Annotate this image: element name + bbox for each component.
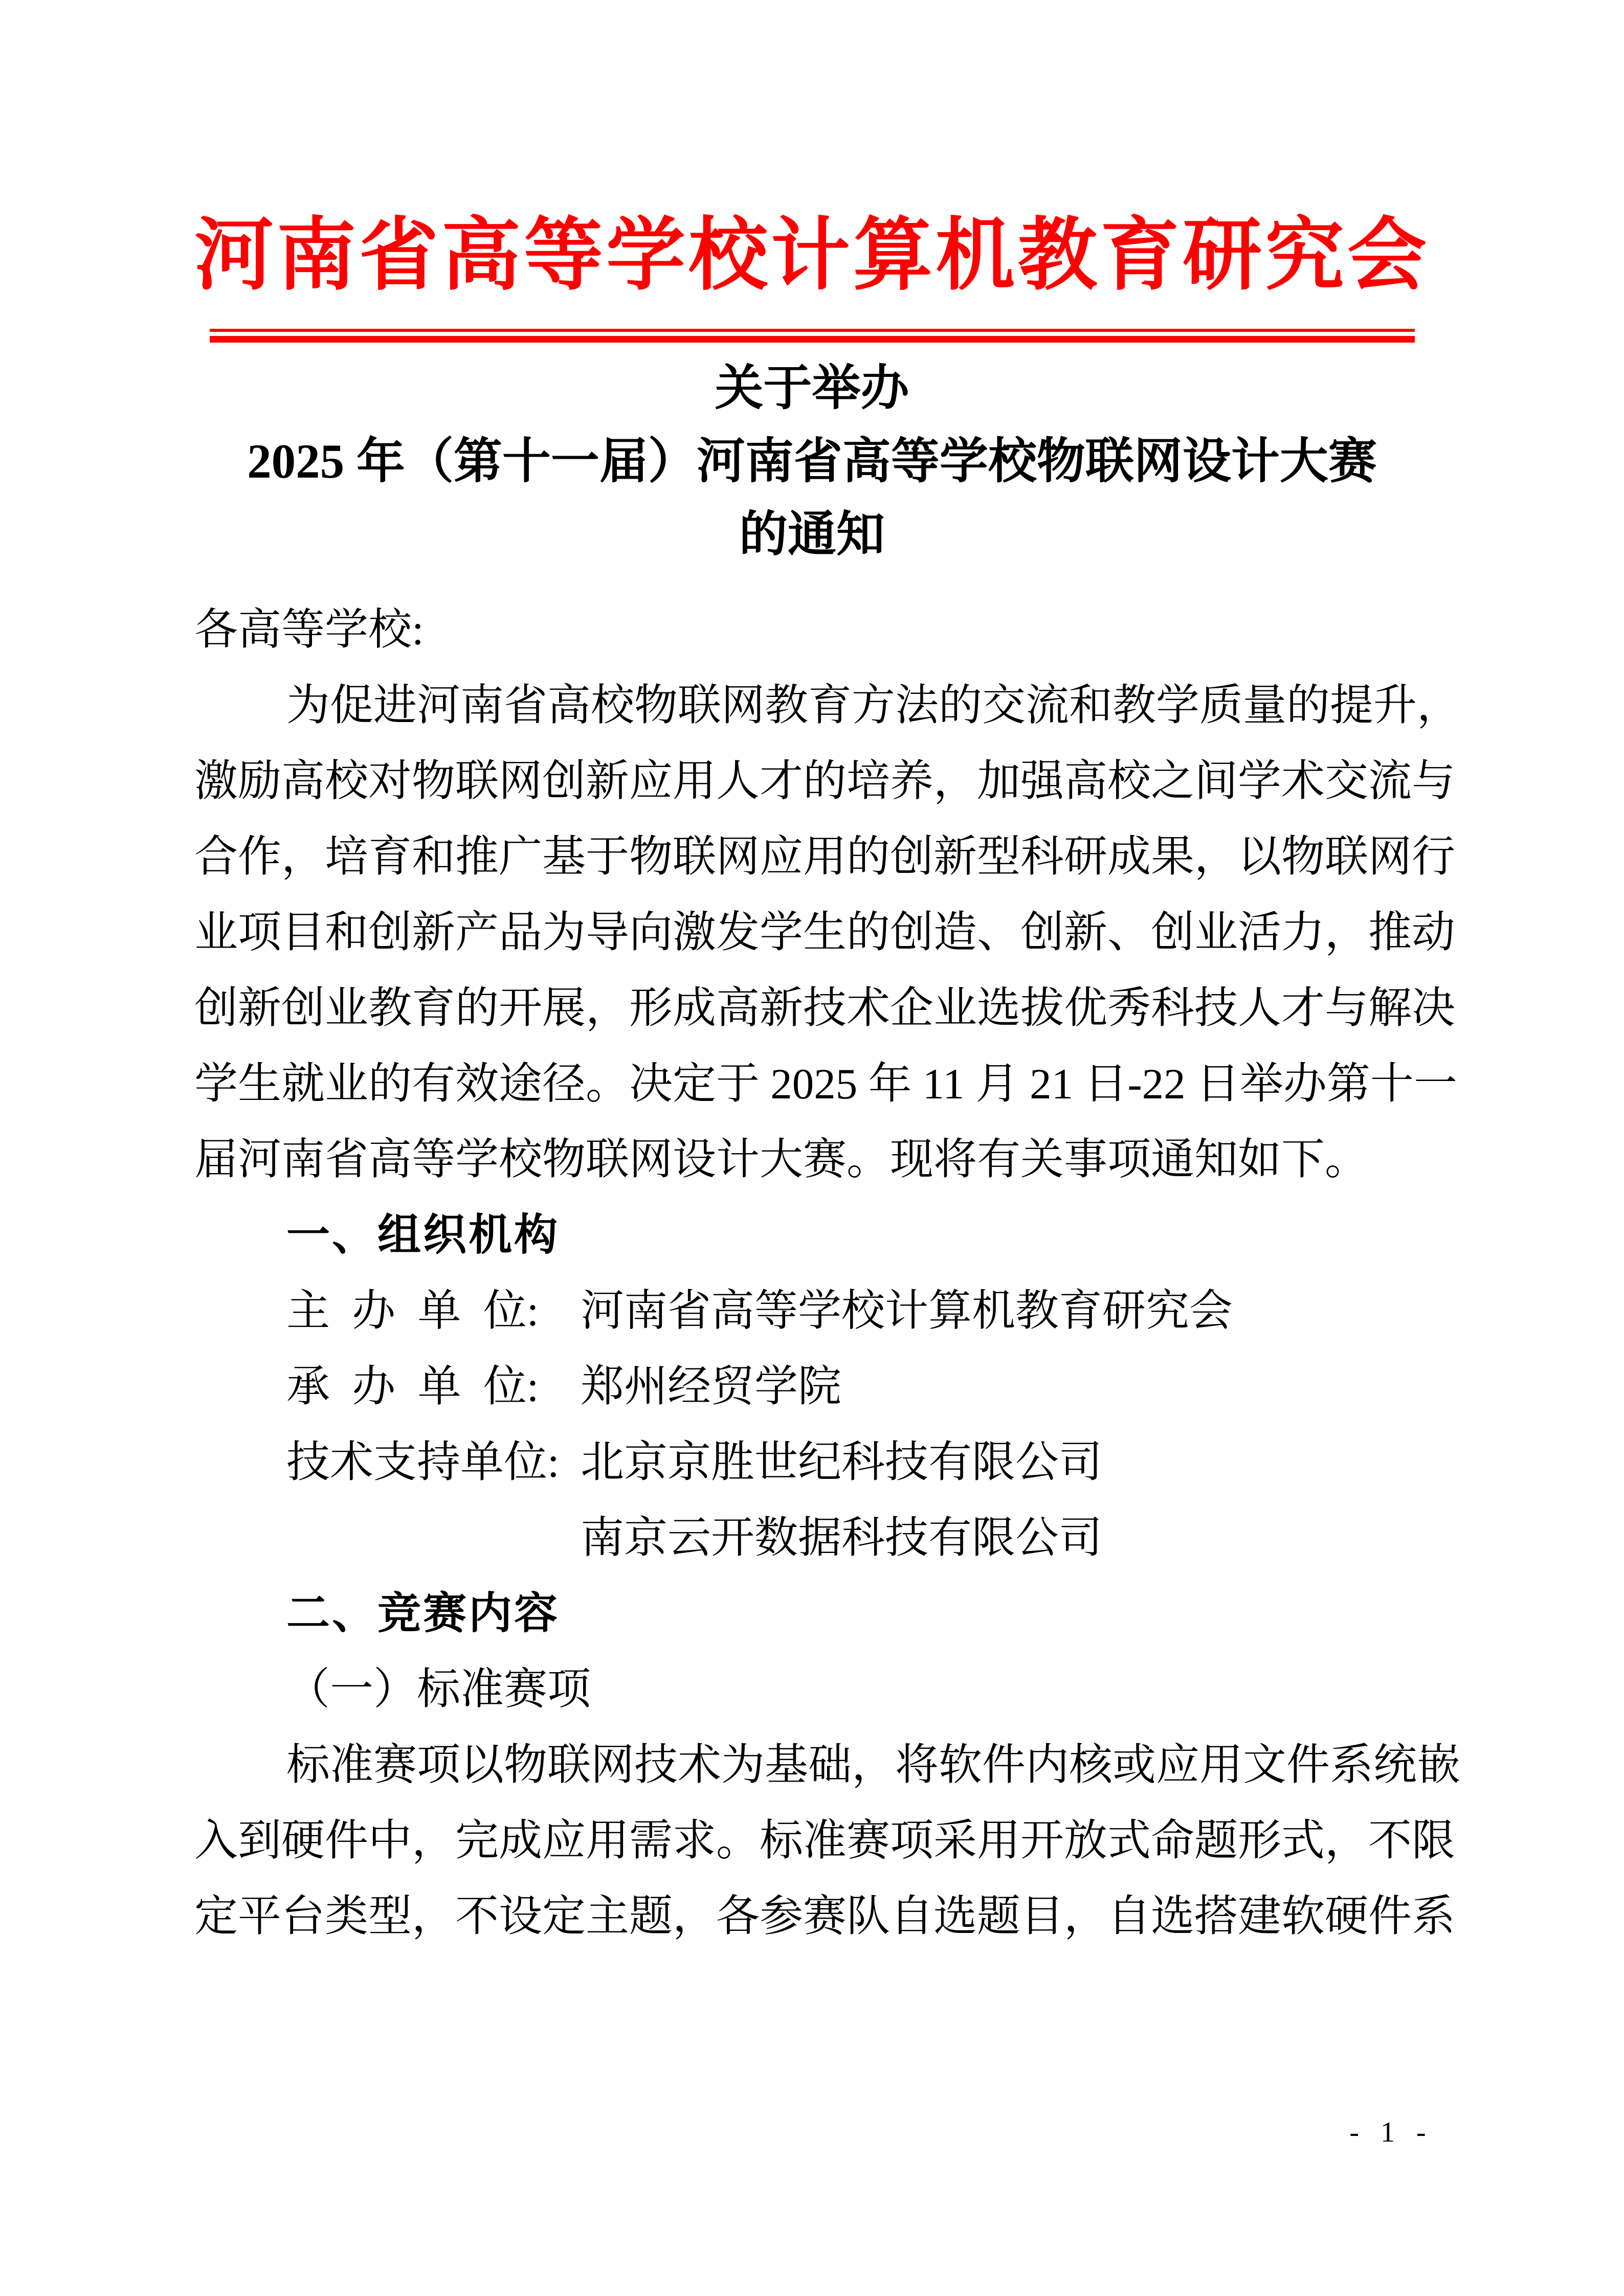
notice-title-line-2: 2025 年（第十一届）河南省高等学校物联网设计大赛: [247, 434, 1377, 488]
letterhead-title: 河南省高等学校计算机教育研究会: [194, 212, 1430, 300]
intro-paragraph-line: 学生就业的有效途径。决定于 2025 年 11 月 21 日-22 日举办第十一: [194, 1060, 1457, 1108]
org-organizer-label: 承 办 单 位:: [286, 1363, 539, 1411]
notice-title: [0, 352, 1624, 571]
divider-thick-rule: [210, 336, 1415, 343]
intro-paragraph-line: 为促进河南省高校物联网教育方法的交流和教学质量的提升，: [286, 682, 1461, 730]
org-organizer-value: 郑州经贸学院: [581, 1363, 842, 1411]
section-2-heading: 二、竞赛内容: [286, 1589, 560, 1638]
standard-event-paragraph-line: 定平台类型，不设定主题，各参赛队自选题目，自选搭建软硬件系: [194, 1893, 1456, 1941]
intro-paragraph-line: 合作，培育和推广基于物联网应用的创新型科研成果，以物联网行: [194, 833, 1456, 881]
org-host-value: 河南省高等学校计算机教育研究会: [581, 1287, 1233, 1335]
notice-title-line-3: 的通知: [739, 507, 885, 561]
org-tech-support-row: [194, 1425, 1453, 1500]
section-2-subheading: （一）标准赛项: [286, 1665, 591, 1714]
letterhead-divider: [210, 329, 1415, 343]
org-host-row: [194, 1273, 1453, 1349]
section-1-heading: 一、组织机构: [286, 1211, 560, 1259]
intro-paragraph-line: 届河南省高等学校物联网设计大赛。现将有关事项通知如下。: [194, 1136, 1369, 1184]
notice-title-line-1: 关于举办: [715, 361, 909, 415]
org-organizer-row: [194, 1349, 1453, 1425]
notice-body: [194, 592, 1461, 1954]
page-number: - 1 -: [1349, 2117, 1433, 2148]
org-tech-support-value-1: 北京京胜世纪科技有限公司: [581, 1438, 1103, 1487]
org-tech-support-value-2: 南京云开数据科技有限公司: [581, 1514, 1103, 1562]
intro-paragraph-line: 创新创业教育的开展，形成高新技术企业选拔优秀科技人才与解决: [194, 984, 1456, 1032]
org-host-label: 主 办 单 位:: [286, 1287, 539, 1335]
standard-event-paragraph-line: 标准赛项以物联网技术为基础，将软件内核或应用文件系统嵌: [286, 1741, 1461, 1789]
intro-paragraph-line: 业项目和创新产品为导向激发学生的创造、创新、创业活力，推动: [194, 909, 1456, 957]
salutation: 各高等学校:: [194, 606, 424, 654]
standard-event-paragraph-line: 入到硬件中，完成应用需求。标准赛项采用开放式命题形式，不限: [194, 1817, 1456, 1865]
divider-thin-rule: [210, 329, 1415, 332]
org-tech-support-label: 技术支持单位:: [286, 1438, 560, 1487]
intro-paragraph-line: 激励高校对物联网创新应用人才的培养，加强高校之间学术交流与: [194, 757, 1456, 805]
